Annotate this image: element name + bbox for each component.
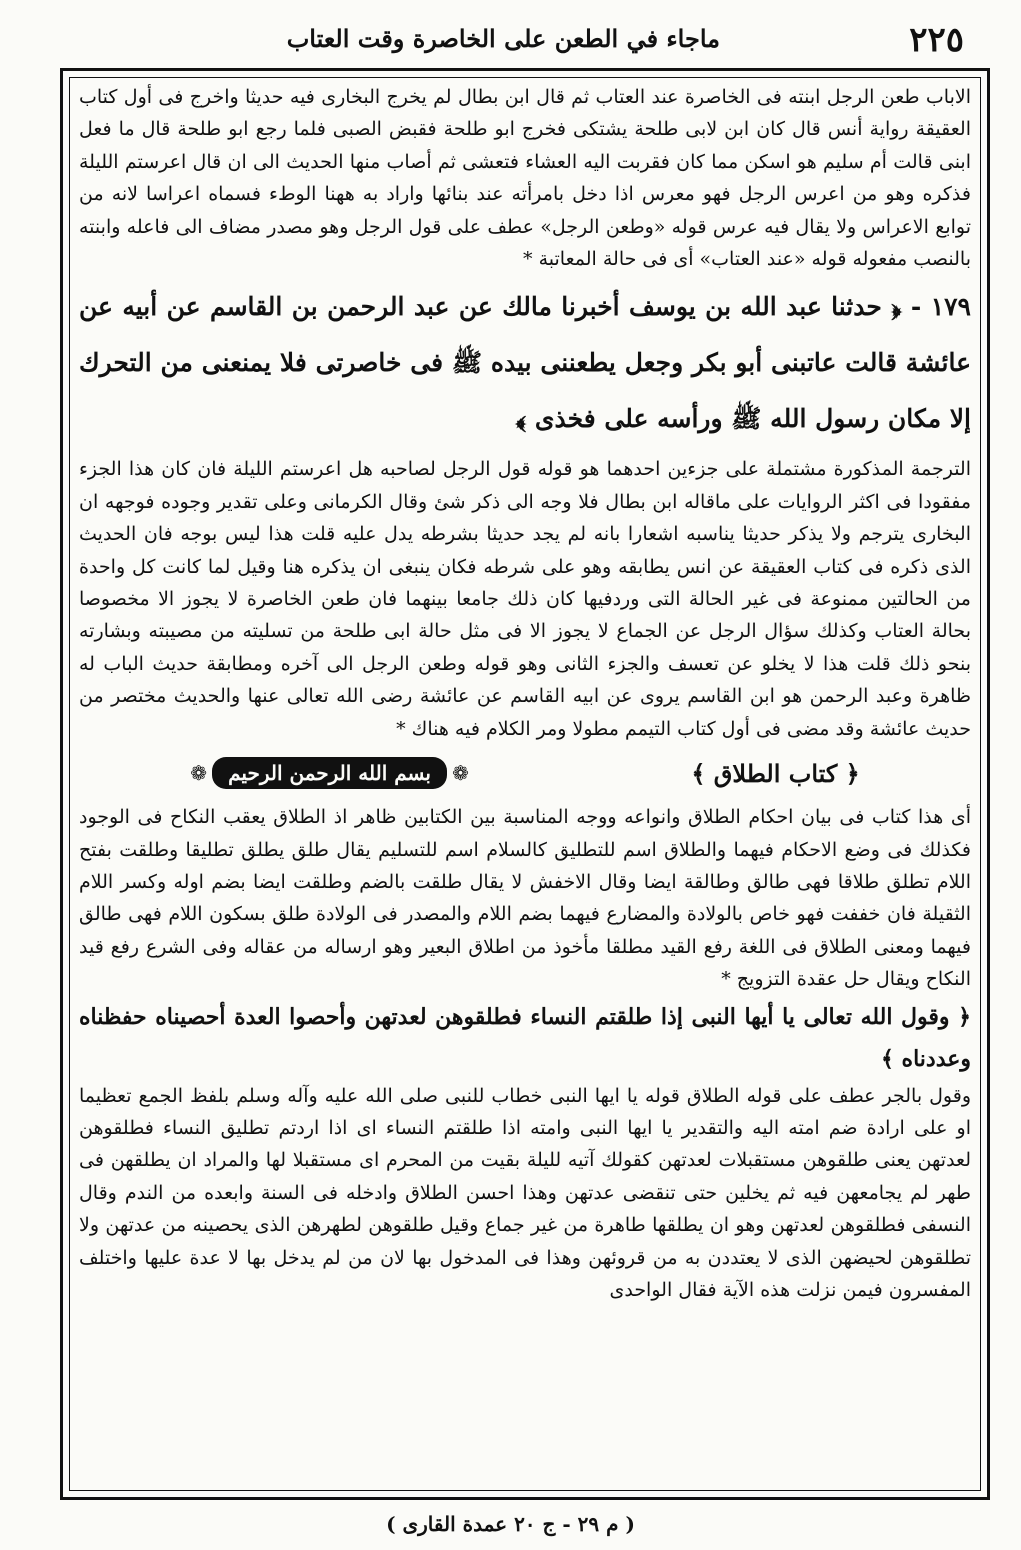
page-number: ٢٢٥ <box>909 20 964 60</box>
basmala: بسم الله الرحمن الرحيم <box>212 757 447 789</box>
ornament-icon: ❁ <box>190 761 208 786</box>
page-footer: ( م ٢٩ - ج ٢٠ عمدة القارى ) <box>386 1512 635 1536</box>
commentary-paragraph-3: أى هذا كتاب فى بيان احكام الطلاق وانواعه ووجه المناسبة بين الكتابين ظاهر اذ الطلاق يعقب النكاح فى الوجود فكذلك فى وضع الاحكام فيهما والطلاق اسم للتطليق كالسلام اسم للتسليم يقال طلق يطلق تطليقا وطلقت بفتح اللام تطلق طلاقا فهى طالق وطالقة ايضا وقال الاخفش لا يقال طلقت بالضم وطلقت ايضا بضم اوله وكسر اللام الثقيلة فان خففت فهو خاص بالولادة والمضارع فيهما بضم اللام والمصدر فى الولادة طلق بسكون اللام فهى طالق فيهما ومعنى الطلاق فى اللغة رفع القيد مطلقا مأخوذ من اطلاق البعير وهو ارساله من عقاله وفى الشرع رفع قيد النكاح ويقال حل عقدة التزويج * <box>79 806 971 991</box>
basmala-cartouche <box>190 757 469 789</box>
commentary-paragraph-2: الترجمة المذكورة مشتملة على جزءين احدهما هو قوله قول الرجل لصاحبه هل اعرستم الليلة فان كان هذا الجزء مفقودا فى اكثر الروايات على ماقاله ابن بطال فلا وجه الى ذكر شئ وقال الكرمانى وعلى تقدير وجوده فوجهه ان البخارى يترجم ولا يذكر حديثا يناسبه اشعارا بانه لم يجد حديثا بشرطه يدل عليه قلت هذا ليس بوجه فان الحديث الذى ذكره فى كتاب العقيقة عن انس يطابقه وهو على شرطه فكان ينبغى ان يذكره هنا وقيل لما كانت كل واحدة من الحالتين ممنوعة فى غير الحالة التى وردفيها كان ذلك جامعا بينهما فان طعن الخاصرة لا يجوز الا مخصوصا بحالة العتاب وكذلك سؤال الرجل عن الجماع لا يجوز الا فى مثل حالة ابى طلحة من تسليته من مصيبته وبشارته بنحو ذلك قلت هذا لا يخلو عن تعسف والجزء الثانى وهو قوله وطعن الرجل الى آخره ومطابقة حديث الباب له ظاهرة وعبد الرحمن هو ابن القاسم يروى عن ابيه القاسم عن عائشة رضى الله تعالى عنها والحديث مختصر من حديث عائشة وقد مضى فى أول كتاب التيمم مطولا ومر الكلام فيه هناك * <box>79 458 971 740</box>
page-body <box>79 81 971 1487</box>
quran-verse: ﴿ وقول الله تعالى يا أيها النبى إذا طلقتم النساء فطلقوهن لعدتهن وأحصوا العدة أحصيناه حفظناه وعددناه ﴾ <box>79 1003 971 1072</box>
commentary-paragraph-4: وقول بالجر عطف على قوله الطلاق قوله يا ايها النبى خطاب للنبى صلى الله عليه وآله وسلم بلفظ الجمع تعظيما او على ارادة ضم امته اليه والتقدير يا ايها النبى وامته اذا طلقتم النساء اى اذا اردتم تطليق النساء فطلقوهن لعدتهن يعنى طلقوهن مستقبلات لعدتهن كقولك آتيه لليلة بقيت من المحرم اى مستقبلا لها والمراد ان يطلقهن فى طهر لم يجامعهن فيه ثم يخلين حتى تنقضى عدتهن وهذا احسن الطلاق وادخله فى السنة وابعده من الندم وقال النسفى فطلقوهن لعدتهن وهو ان يطلقها طاهرة من غير جماع وقيل طلقوهن لطهرهن الذى يحصينه من عدتهن ولا تطلقوهن لحيضهن الذى لا يعتددن به من قروئهن وهذا فى المدخول بها لان من لم يدخل بها لا عدة عليها واختلف المفسرون فيمن نزلت هذه الآية فقال الواحدى <box>79 1084 971 1301</box>
commentary-paragraph-1: الاباب طعن الرجل ابنته فى الخاصرة عند العتاب ثم قال ابن بطال لم يخرج البخارى فيه حديثا واخرج فى أول كتاب العقيقة رواية أنس قال كان ابن لابى طلحة يشتكى فخرج ابو طلحة فقبض الصبى فلما رجع ابو طلحة قال ما فعل ابنى قالت أم سليم هو اسكن مما كان فقربت اليه العشاء فتعشى ثم أصاب منها الحديث الى ان قال اعرستم الليلة فذكره وهو من اعرس الرجل فهو معرس اذا دخل بامرأته عند بنائها واراد به ههنا الوطء فسماه اعراسا لانه من توابع الاعراس ولا يقال فيه عرس قوله «وطعن الرجل» عطف على قول الرجل وهو مصدر مضاف الى فاعله وابنته بالنصب مفعوله قوله «عند العتاب» أى فى حالة المعاتبة * <box>79 86 971 271</box>
ornament-icon: ❁ <box>452 761 469 786</box>
hadith-text: ١٧٩ - ﴿ حدثنا عبد الله بن يوسف أخبرنا مالك عن عبد الرحمن بن القاسم عن أبيه عن عائشة قالت عاتبنى أبو بكر وجعل يطعننى بيده ﷺ فى خاصرتى فلا يمنعنى من التحرك إلا مكان رسول الله ﷺ ورأسه على فخذى ﴾ <box>79 292 971 434</box>
book-title: ﴿ كتاب الطلاق ﴾ <box>691 758 860 788</box>
book-heading-row <box>79 749 971 797</box>
text-frame <box>60 68 990 1500</box>
running-title: ماجاء في الطعن على الخاصرة وقت العتاب <box>286 24 720 53</box>
page-header <box>60 18 990 62</box>
